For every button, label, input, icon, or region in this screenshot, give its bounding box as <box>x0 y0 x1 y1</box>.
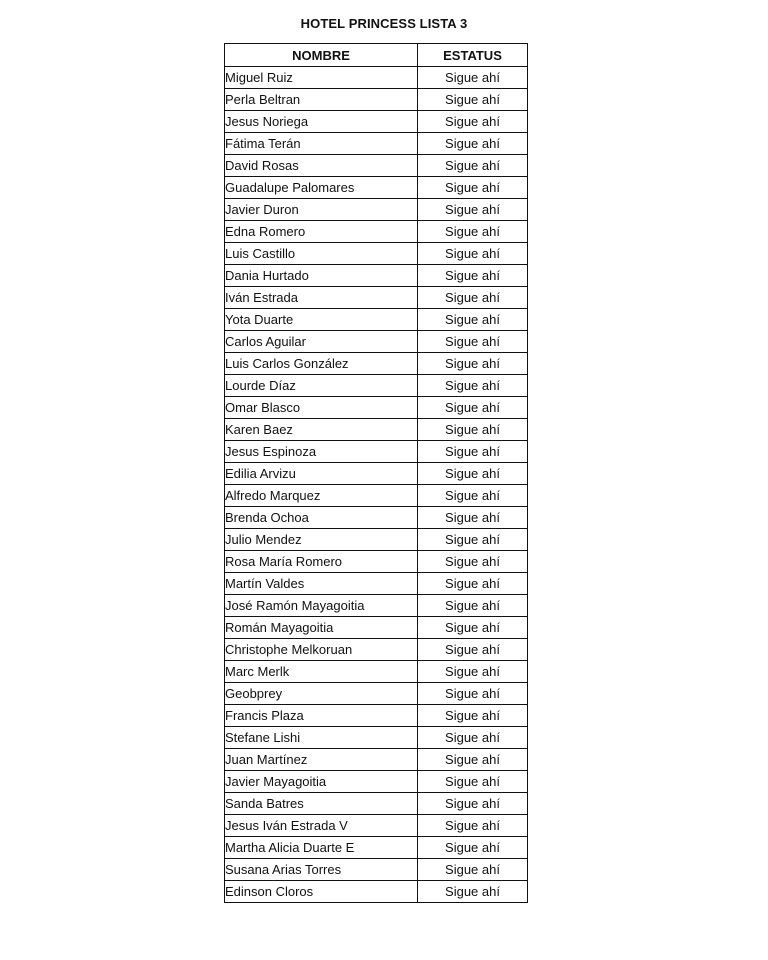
guest-status-cell: Sigue ahí <box>418 771 528 793</box>
guest-status-cell: Sigue ahí <box>418 617 528 639</box>
guest-status-cell: Sigue ahí <box>418 463 528 485</box>
guest-name-cell: José Ramón Mayagoitia <box>225 595 418 617</box>
table-row <box>225 837 528 859</box>
table-row <box>225 111 528 133</box>
guest-status-cell: Sigue ahí <box>418 727 528 749</box>
guest-name-cell: Christophe Melkoruan <box>225 639 418 661</box>
table-header-row <box>225 44 528 67</box>
guest-name-cell: Lourde Díaz <box>225 375 418 397</box>
table-row <box>225 771 528 793</box>
table-row <box>225 441 528 463</box>
guest-status-cell: Sigue ahí <box>418 177 528 199</box>
guest-status-cell: Sigue ahí <box>418 309 528 331</box>
guest-name-cell: Rosa María Romero <box>225 551 418 573</box>
guest-name-cell: Omar Blasco <box>225 397 418 419</box>
guest-name-cell: Edinson Cloros <box>225 881 418 903</box>
table-row <box>225 199 528 221</box>
guest-status-table <box>224 43 528 903</box>
table-row <box>225 485 528 507</box>
guest-status-cell: Sigue ahí <box>418 441 528 463</box>
table-row <box>225 815 528 837</box>
table-row <box>225 793 528 815</box>
guest-name-cell: Javier Duron <box>225 199 418 221</box>
guest-status-cell: Sigue ahí <box>418 375 528 397</box>
guest-name-cell: Brenda Ochoa <box>225 507 418 529</box>
guest-name-cell: Javier Mayagoitia <box>225 771 418 793</box>
guest-status-cell: Sigue ahí <box>418 199 528 221</box>
table-row <box>225 331 528 353</box>
guest-status-cell: Sigue ahí <box>418 133 528 155</box>
guest-name-cell: Fátima Terán <box>225 133 418 155</box>
guest-name-cell: Yota Duarte <box>225 309 418 331</box>
guest-name-cell: Miguel Ruiz <box>225 67 418 89</box>
guest-status-cell: Sigue ahí <box>418 397 528 419</box>
guest-name-cell: Jesus Espinoza <box>225 441 418 463</box>
guest-name-cell: Stefane Lishi <box>225 727 418 749</box>
guest-name-cell: Dania Hurtado <box>225 265 418 287</box>
table-row <box>225 661 528 683</box>
table-body <box>225 67 528 903</box>
guest-status-cell: Sigue ahí <box>418 881 528 903</box>
guest-status-cell: Sigue ahí <box>418 837 528 859</box>
table-row <box>225 353 528 375</box>
guest-status-cell: Sigue ahí <box>418 155 528 177</box>
table-row <box>225 749 528 771</box>
column-header-estatus: ESTATUS <box>418 44 528 67</box>
guest-name-cell: Edna Romero <box>225 221 418 243</box>
table-row <box>225 573 528 595</box>
table-row <box>225 67 528 89</box>
table-row <box>225 683 528 705</box>
guest-status-cell: Sigue ahí <box>418 265 528 287</box>
guest-name-cell: Julio Mendez <box>225 529 418 551</box>
guest-name-cell: David Rosas <box>225 155 418 177</box>
guest-name-cell: Francis Plaza <box>225 705 418 727</box>
guest-status-cell: Sigue ahí <box>418 111 528 133</box>
table-row <box>225 221 528 243</box>
table-row <box>225 551 528 573</box>
guest-name-cell: Marc Merlk <box>225 661 418 683</box>
guest-name-cell: Jesus Noriega <box>225 111 418 133</box>
guest-name-cell: Carlos Aguilar <box>225 331 418 353</box>
guest-status-cell: Sigue ahí <box>418 595 528 617</box>
table-row <box>225 529 528 551</box>
guest-name-cell: Alfredo Marquez <box>225 485 418 507</box>
table-row <box>225 595 528 617</box>
guest-status-cell: Sigue ahí <box>418 485 528 507</box>
guest-name-cell: Martín Valdes <box>225 573 418 595</box>
table-row <box>225 177 528 199</box>
guest-name-cell: Luis Castillo <box>225 243 418 265</box>
table-row <box>225 133 528 155</box>
guest-status-cell: Sigue ahí <box>418 507 528 529</box>
table-row <box>225 463 528 485</box>
guest-name-cell: Martha Alicia Duarte E <box>225 837 418 859</box>
table-row <box>225 265 528 287</box>
table-row <box>225 309 528 331</box>
guest-status-cell: Sigue ahí <box>418 353 528 375</box>
guest-status-cell: Sigue ahí <box>418 683 528 705</box>
table-row <box>225 375 528 397</box>
table-row <box>225 419 528 441</box>
guest-status-cell: Sigue ahí <box>418 243 528 265</box>
guest-status-cell: Sigue ahí <box>418 749 528 771</box>
table-row <box>225 617 528 639</box>
table-row <box>225 287 528 309</box>
table-row <box>225 507 528 529</box>
guest-status-cell: Sigue ahí <box>418 859 528 881</box>
table-row <box>225 155 528 177</box>
guest-name-cell: Perla Beltran <box>225 89 418 111</box>
guest-name-cell: Iván Estrada <box>225 287 418 309</box>
guest-name-cell: Luis Carlos González <box>225 353 418 375</box>
document-title: HOTEL PRINCESS LISTA 3 <box>300 16 468 31</box>
guest-status-cell: Sigue ahí <box>418 529 528 551</box>
guest-name-cell: Geobprey <box>225 683 418 705</box>
guest-status-cell: Sigue ahí <box>418 221 528 243</box>
guest-name-cell: Jesus Iván Estrada V <box>225 815 418 837</box>
table-row <box>225 859 528 881</box>
guest-name-cell: Karen Baez <box>225 419 418 441</box>
guest-status-cell: Sigue ahí <box>418 639 528 661</box>
guest-name-cell: Susana Arias Torres <box>225 859 418 881</box>
guest-name-cell: Román Mayagoitia <box>225 617 418 639</box>
guest-status-cell: Sigue ahí <box>418 793 528 815</box>
guest-status-cell: Sigue ahí <box>418 89 528 111</box>
column-header-nombre: NOMBRE <box>225 44 418 67</box>
guest-status-cell: Sigue ahí <box>418 705 528 727</box>
table-row <box>225 881 528 903</box>
guest-status-cell: Sigue ahí <box>418 67 528 89</box>
guest-name-cell: Juan Martínez <box>225 749 418 771</box>
table-row <box>225 397 528 419</box>
guest-status-cell: Sigue ahí <box>418 331 528 353</box>
guest-status-cell: Sigue ahí <box>418 551 528 573</box>
guest-name-cell: Guadalupe Palomares <box>225 177 418 199</box>
guest-status-cell: Sigue ahí <box>418 815 528 837</box>
guest-name-cell: Sanda Batres <box>225 793 418 815</box>
guest-name-cell: Edilia Arvizu <box>225 463 418 485</box>
guest-status-cell: Sigue ahí <box>418 573 528 595</box>
table-row <box>225 243 528 265</box>
guest-status-cell: Sigue ahí <box>418 287 528 309</box>
table-row <box>225 639 528 661</box>
table-row <box>225 89 528 111</box>
table-row <box>225 727 528 749</box>
table-row <box>225 705 528 727</box>
guest-status-cell: Sigue ahí <box>418 661 528 683</box>
guest-status-cell: Sigue ahí <box>418 419 528 441</box>
